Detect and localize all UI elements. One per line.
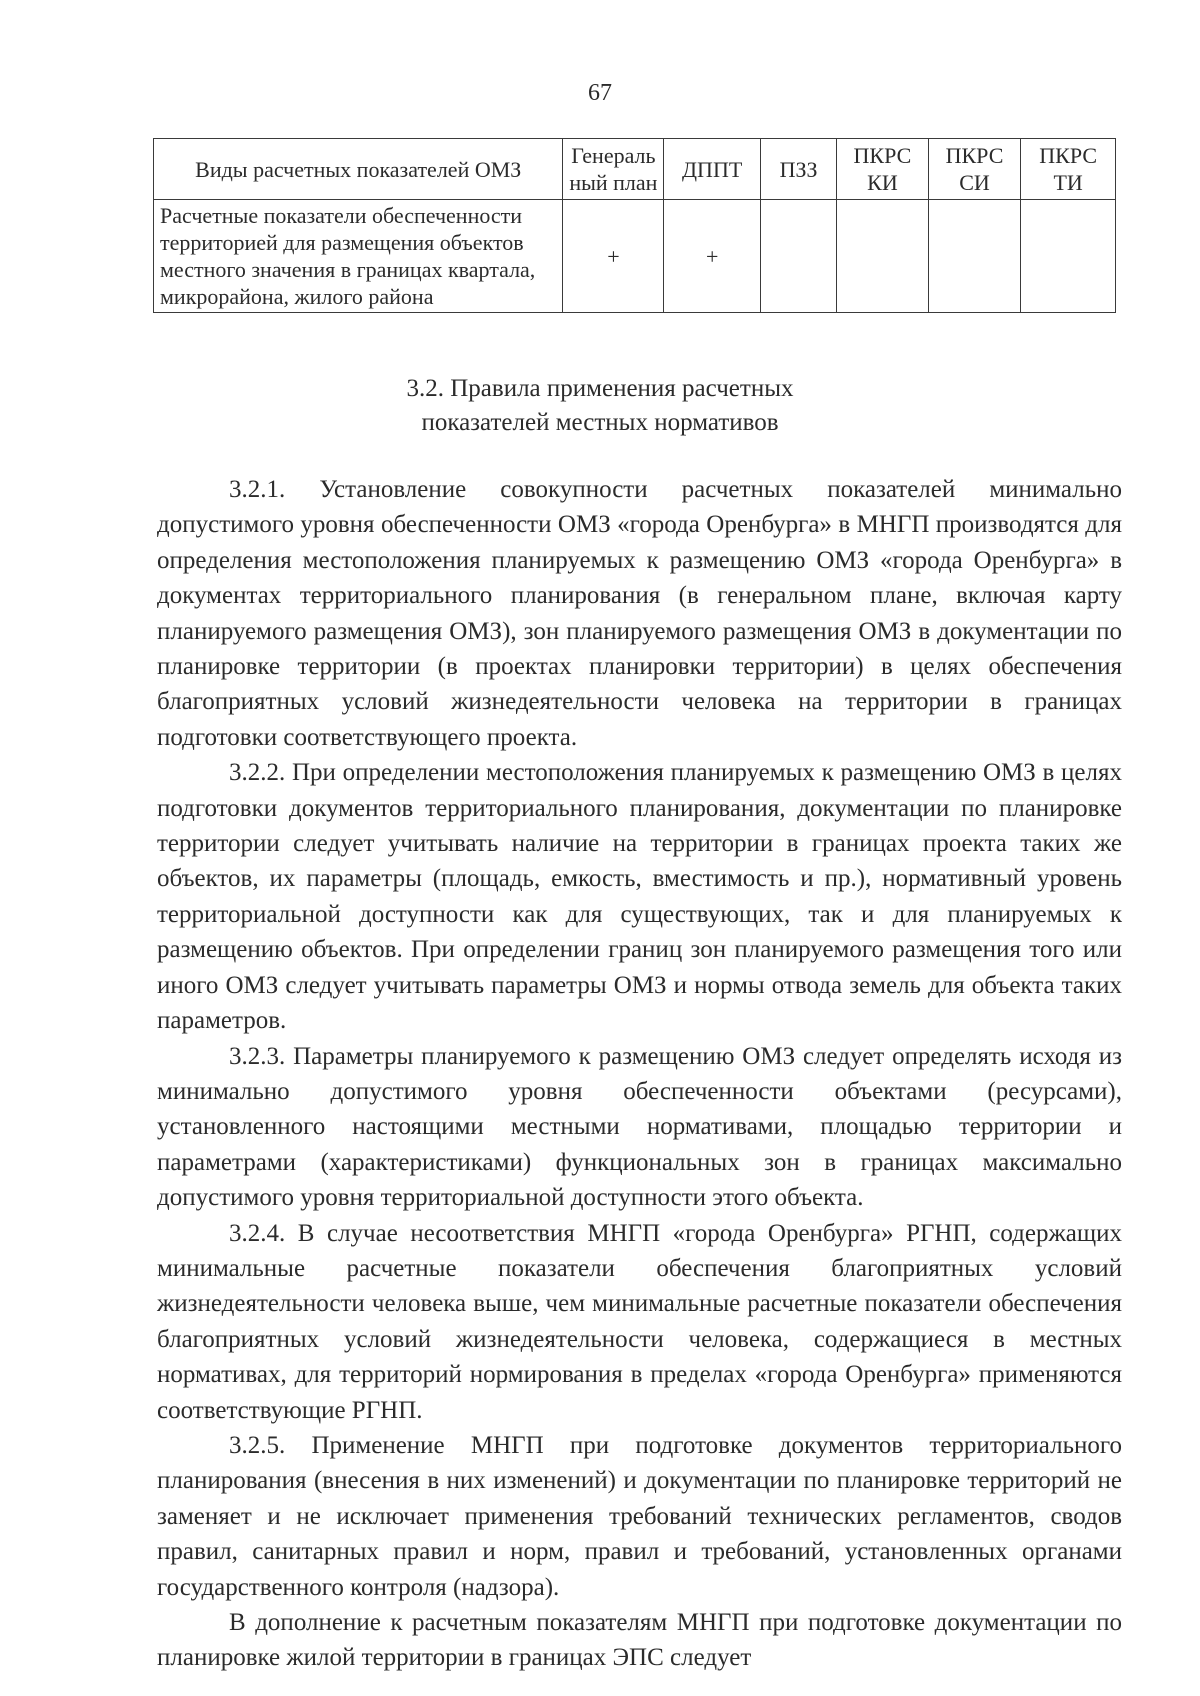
paragraph-3-2-4: 3.2.4. В случае несоответствия МНГП «города Оренбурга» РГНП, содержащих минимальные расчетные показатели обеспечения благоприятных условий жизнедеятельности человека выше, чем минимальные расчетные показатели обеспечения благоприятных условий жизнедеятельности человека, содержащиеся в местных нормативах, для территорий нормирования в пределах «города Оренбурга» применяются соответствующие РГНП. bbox=[157, 1219, 1122, 1424]
header-pkrs-ti: ПКРС ТИ bbox=[1021, 139, 1116, 200]
table-cell-pzz bbox=[761, 200, 837, 313]
header-pkrs-si: ПКРС СИ bbox=[928, 139, 1021, 200]
table-cell-pkrs-ti bbox=[1021, 200, 1116, 313]
paragraph-3-2-3: 3.2.3. Параметры планируемого к размещению ОМЗ следует определять исходя из минимально допустимого уровня обеспеченности объектами (ресурсами), установленного настоящими местными нормативами, площадью территории и параметрами (характеристиками) функциональных зон в границах максимально допустимого уровня территориальной доступности этого объекта. bbox=[157, 1042, 1122, 1212]
body-text bbox=[157, 472, 1122, 1676]
header-dppt: ДППТ bbox=[664, 139, 761, 200]
table-cell-dppt: + bbox=[664, 200, 761, 313]
paragraph-addition: В дополнение к расчетным показателям МНГП при подготовке документации по планировке жилой территории в границах ЭПС следует bbox=[157, 1609, 1122, 1672]
table-cell-pkrs-ki bbox=[837, 200, 929, 313]
table-cell-pkrs-si bbox=[928, 200, 1021, 313]
table-header-row bbox=[154, 139, 1116, 200]
paragraph-3-2-1: 3.2.1. Установление совокупности расчетных показателей минимально допустимого уровня обеспеченности ОМЗ «города Оренбурга» в МНГП производятся для определения местоположения планируемых к размещению ОМЗ «города Оренбурга» в документах территориального планирования (в генеральном плане, включая карту планируемого размещения ОМЗ), зон планируемого размещения ОМЗ в документации по планировке территории (в проектах планировки территории) в целях обеспечения благоприятных условий жизнедеятельности человека на территории в границах подготовки соответствующего проекта. bbox=[157, 476, 1122, 751]
table-cell-description: Расчетные показатели обеспеченности территорией для размещения объектов местного значения в границах квартала, микрорайона, жилого района bbox=[154, 200, 563, 313]
page-number: 67 bbox=[588, 80, 612, 106]
table-cell-general-plan: + bbox=[563, 200, 664, 313]
section-heading-line1: 3.2. Правила применения расчетных bbox=[406, 375, 794, 402]
table-row bbox=[154, 200, 1116, 313]
omz-indicators-table bbox=[153, 138, 1116, 313]
paragraph-3-2-2: 3.2.2. При определении местоположения планируемых к размещению ОМЗ в целях подготовки документов территориального планирования, документации по планировке территории следует учитывать наличие на территории в границах проекта таких же объектов, их параметры (площадь, емкость, вместимость и пр.), нормативный уровень территориальной доступности как для существующих, так и для планируемых к размещению объектов. При определении границ зон планируемого размещения того или иного ОМЗ следует учитывать параметры ОМЗ и нормы отвода земель для объекта таких параметров. bbox=[157, 759, 1122, 1035]
header-indicator-type: Виды расчетных показателей ОМЗ bbox=[154, 139, 563, 200]
section-heading bbox=[0, 372, 1200, 440]
header-general-plan: Генераль ный план bbox=[563, 139, 664, 200]
header-pkrs-ki: ПКРС КИ bbox=[837, 139, 929, 200]
section-heading-line2: показателей местных нормативов bbox=[421, 409, 779, 436]
paragraph-3-2-5: 3.2.5. Применение МНГП при подготовке документов территориального планирования (внесения в них изменений) и документации по планировке территорий не заменяет и не исключает применения требований технических регламентов, сводов правил, санитарных правил и норм, правил и требований, установленных органами государственного контроля (надзора). bbox=[157, 1431, 1122, 1601]
header-pzz: ПЗЗ bbox=[761, 139, 837, 200]
